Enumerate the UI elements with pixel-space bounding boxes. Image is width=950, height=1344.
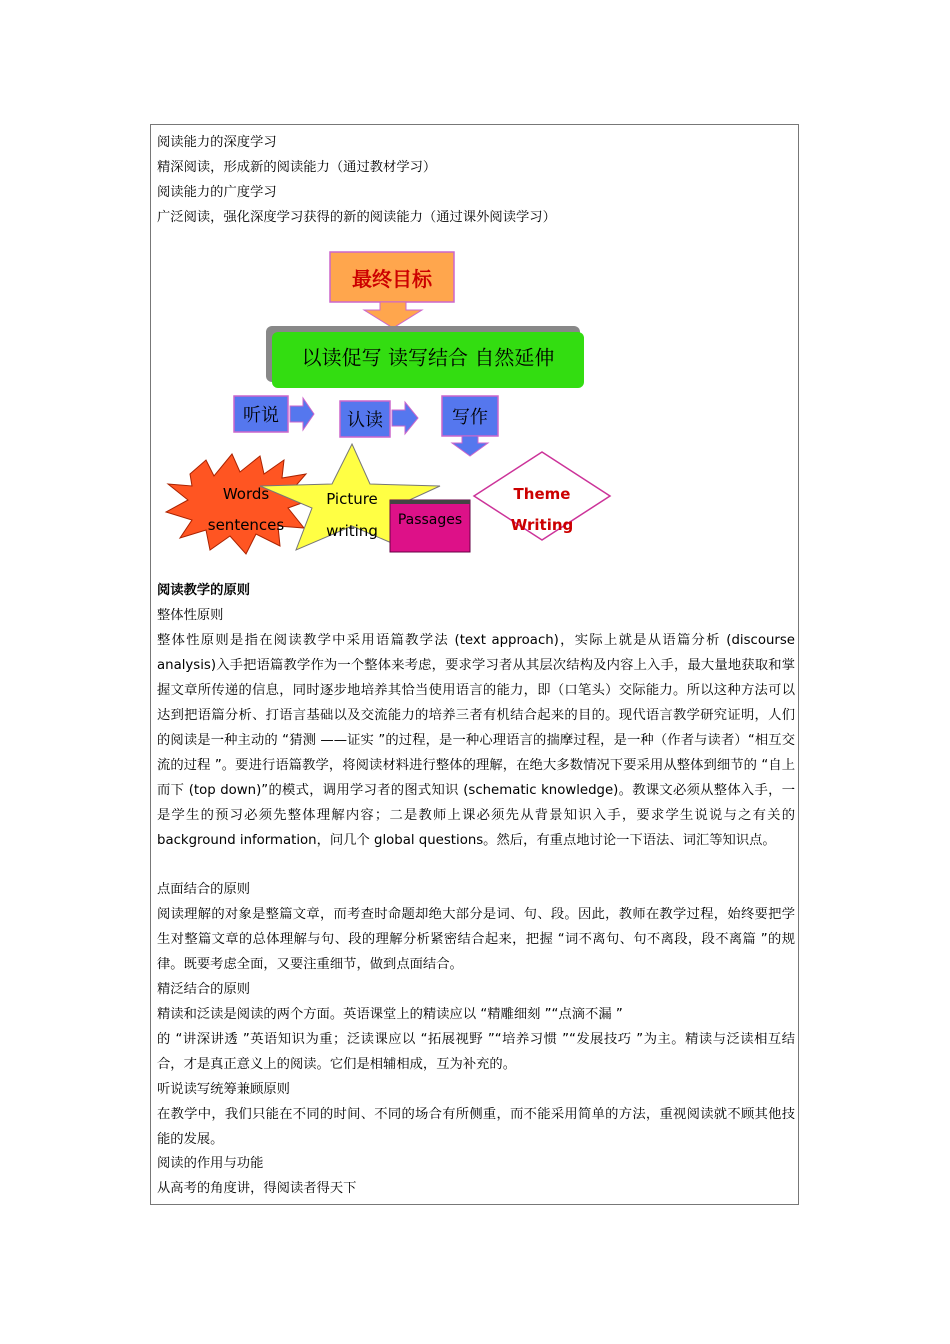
diagram-graphics (160, 246, 620, 562)
goal-text: 最终目标 (352, 267, 432, 291)
subheading-four-skills: 听说读写统筹兼顾原则 (157, 1082, 290, 1097)
passages-text: Passages (397, 512, 463, 528)
goal-down-arrow (364, 302, 422, 328)
paragraph-intensive-extensive: 的 “讲深讲透 ”英语知识为重；泛读课应以 “拓展视野 ”“培养习惯 ”“发展技巧 ”为主。精读与泛读相互结合，才是真正意义上的阅读。它们是相辅相成，互为补充的。 (157, 1032, 795, 1072)
intro-line-1: 阅读能力的深度学习 (157, 135, 277, 150)
subheading-holistic: 整体性原则 (157, 608, 224, 623)
step2-right-arrow (392, 402, 418, 434)
star-text-1: Picture (326, 490, 378, 508)
section-heading: 阅读教学的原则 (157, 583, 251, 598)
banner-text: 以读促写 读写结合 自然延伸 (301, 345, 555, 370)
step-listen-speak-text: 听说 (243, 405, 279, 426)
words-burst (166, 454, 310, 554)
diamond-text-1: Theme (513, 485, 571, 503)
burst-text-2: sentences (207, 516, 285, 534)
paragraph-intensive-extensive-line1: 精读和泛读是阅读的两个方面。英语课堂上的精读应以 “精雕细刻 ”“点滴不漏 ” (157, 1007, 623, 1022)
burst-text-1: Words (222, 485, 270, 503)
subheading-role-function: 阅读的作用与功能 (157, 1156, 264, 1171)
step-write-text: 写作 (452, 407, 488, 428)
step3-down-arrow (452, 436, 488, 456)
diamond-text-2: Writing (510, 516, 574, 534)
step-read-text: 认读 (347, 410, 383, 431)
paragraph-holistic: 整体性原则是指在阅读教学中采用语篇教学法 (text approach)，实际上就是从语篇分析 (discourse analysis)入手把语篇教学作为一个整体来考虑，要求学习者从其层次结构及内容上入手，最大量地获取和掌握文章所传递的信息，同时逐步地培养其恰当使用语言的能力，即（口笔头）交际能力。所以这种方法可以达到把语篇分析、打语言基础以及交流能力的培养三者有机结合起来的目的。现代语言教学研究证明，人们的阅读是一种主动的 “猜测 ——证实 ”的过程，是一种心理语言的揣摩过程，是一种（作者与读者）“相互交流的过程 ”。要进行语篇教学，将阅读材料进行整体的理解，在绝大多数情况下要采用从整体到细节的 “自上而下 (top down)”的模式，调用学习者的图式知识 (schematic knowledge)。教课文必须从整体入手，一是学生的预习必须先整体理解内容；二是教师上课必须先从背景知识入手，要求学生说说与之有关的 background information，问几个 global questions。然后，有重点地讨论一下语法、词汇等知识点。 (157, 633, 795, 848)
intro-line-4: 广泛阅读，强化深度学习获得的新的阅读能力（通过课外阅读学习） (157, 210, 556, 225)
paragraph-point-surface: 阅读理解的对象是整篇文章，而考查时命题却绝大部分是词、句、段。因此，教师在教学过程，始终要把学生对整篇文章的总体理解与句、段的理解分析紧密结合起来，把握 “词不离句、句不离段，段不离篇 ”的规律。既要考虑全面，又要注重细节，做到点面结合。 (157, 907, 795, 972)
reading-goal-diagram (160, 246, 620, 562)
subheading-intensive-extensive: 精泛结合的原则 (157, 982, 251, 997)
step1-right-arrow (290, 398, 314, 430)
subheading-point-surface: 点面结合的原则 (157, 882, 251, 897)
intro-line-2: 精深阅读，形成新的阅读能力（通过教材学习） (157, 160, 437, 175)
closing-line: 从高考的角度讲，得阅读者得天下 (157, 1181, 357, 1196)
star-text-2: writing (326, 522, 378, 540)
passages-box-edge (390, 500, 470, 504)
intro-line-3: 阅读能力的广度学习 (157, 185, 277, 200)
paragraph-four-skills: 在教学中，我们只能在不同的时间、不同的场合有所侧重，而不能采用简单的方法，重视阅读就不顾其他技能的发展。 (157, 1107, 795, 1147)
